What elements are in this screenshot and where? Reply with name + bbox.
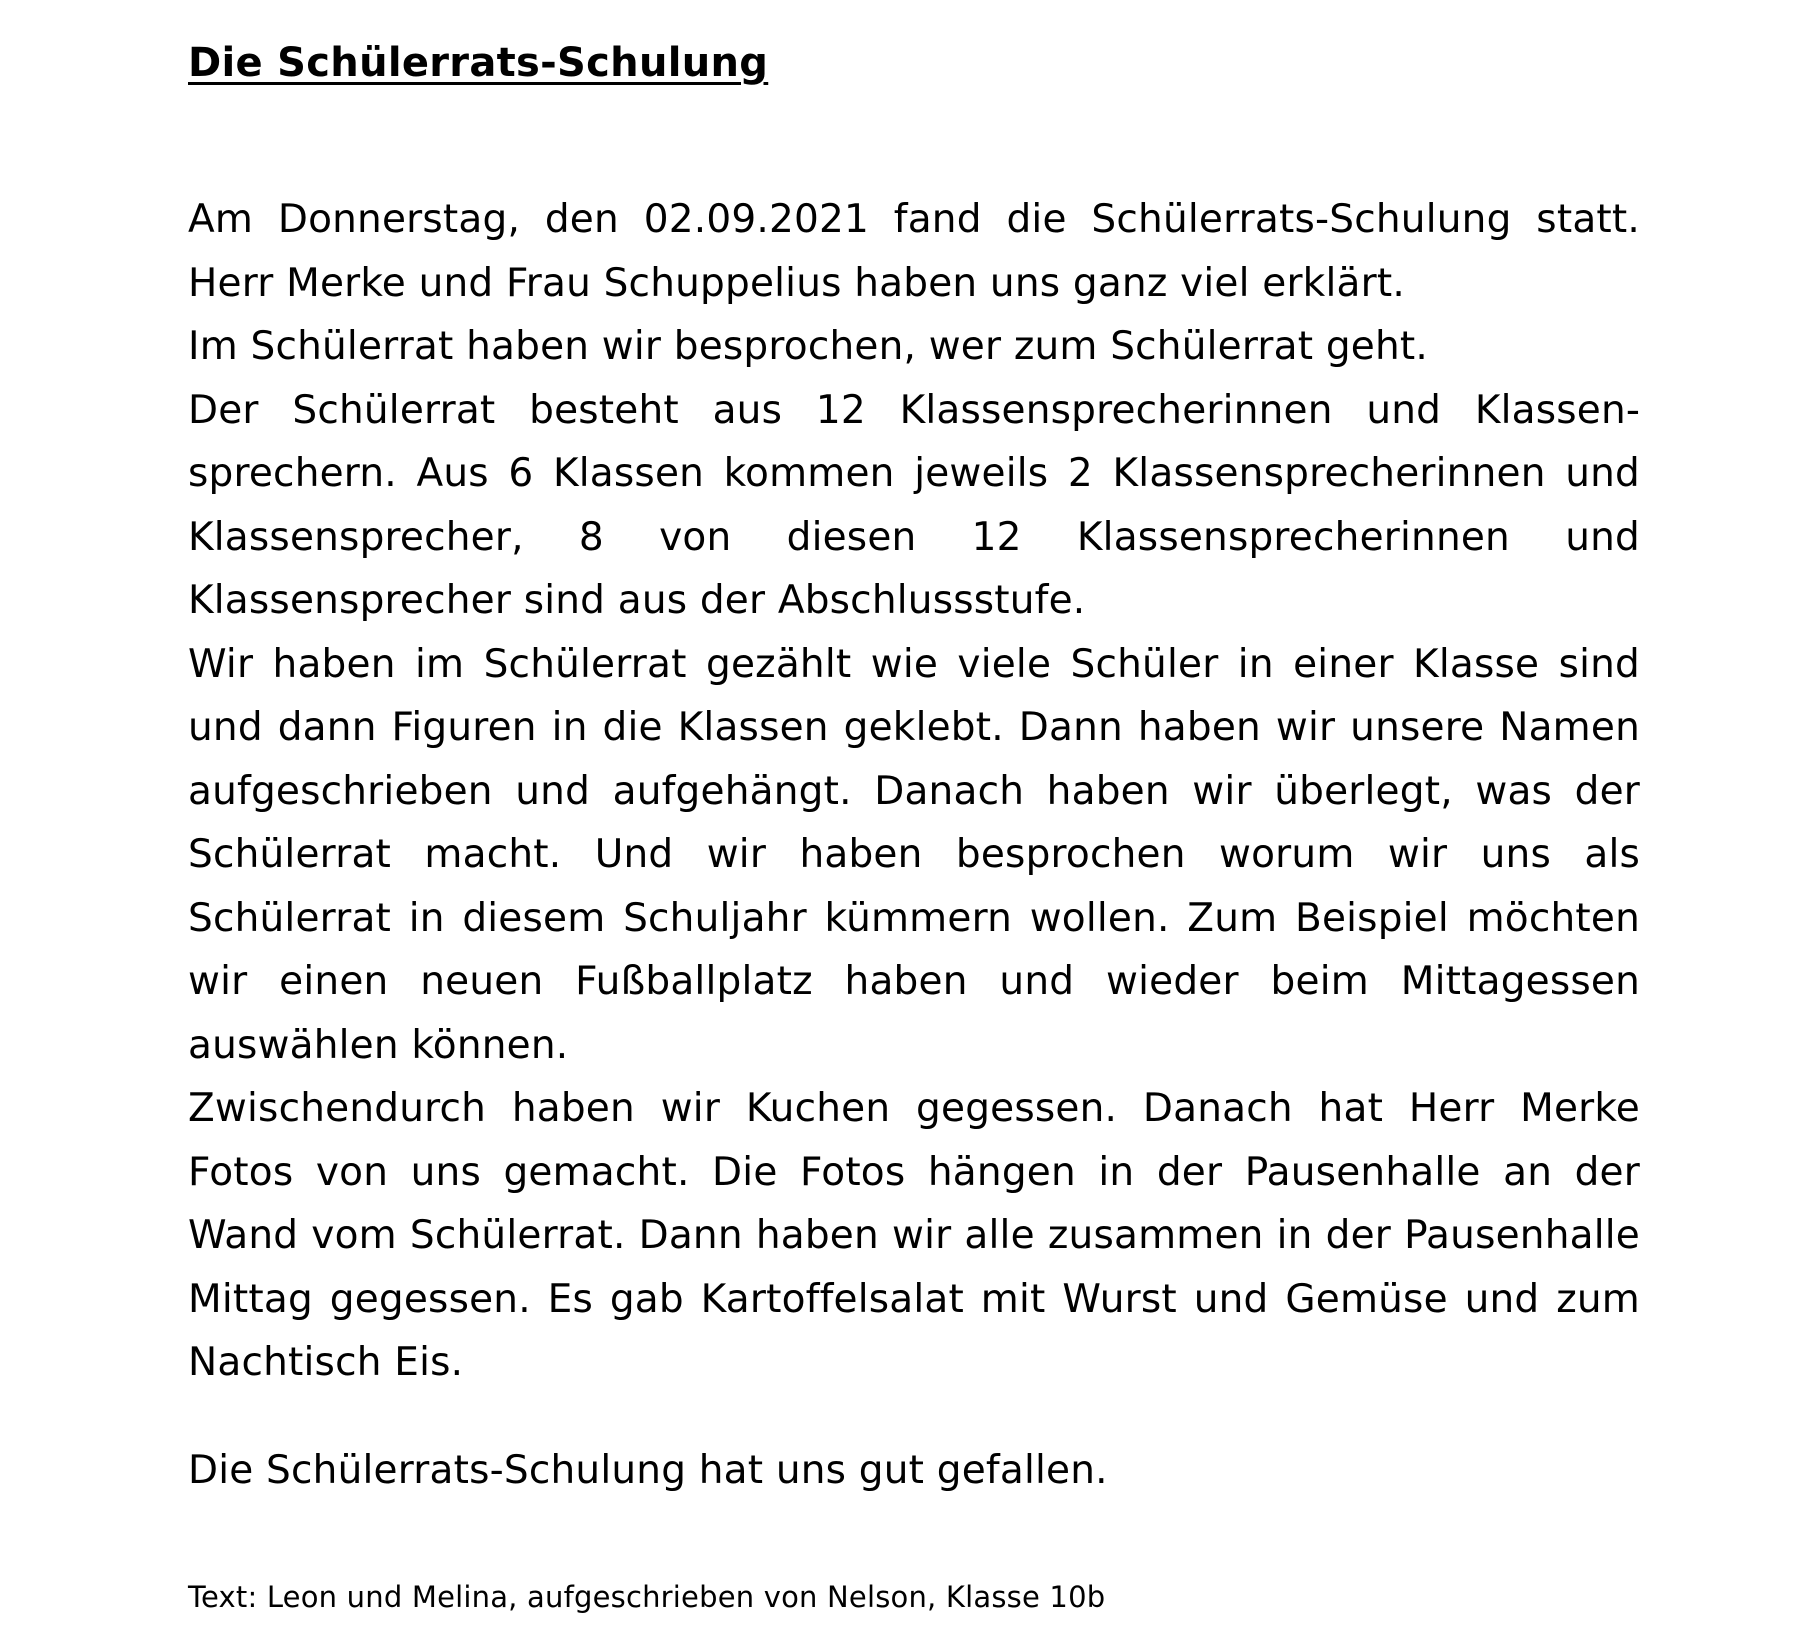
article-body (188, 188, 1640, 1395)
author-credit: Text: Leon und Melina, aufgeschrieben von Nelson, Klasse 10b (188, 1579, 1106, 1614)
document-title: Die Schülerrats-Schulung (188, 40, 769, 86)
paragraph-intro: Am Donnerstag, den 02.09.2021 fand die Schülerrats-Schulung statt. Herr Merke und Frau Schuppelius haben uns ganz viel erklärt. (188, 197, 1640, 306)
paragraph-discussion: Im Schülerrat haben wir besprochen, wer zum Schülerrat geht. (188, 324, 1428, 369)
document-page (188, 34, 1640, 1646)
paragraph-activities: Wir haben im Schülerrat gezählt wie viele Schüler in einer Klasse sind und dann Figuren in die Klassen geklebt. Dann haben wir unsere Namen aufgeschrieben und aufgehängt. Danach haben wir überlegt, was der Schülerrat macht. Und wir haben besprochen worum wir uns als Schülerrat in diesem Schuljahr kümmern wollen. Zum Beispiel möchten wir einen neuen Fußballplatz haben und wieder beim Mittagessen auswählen können. (188, 641, 1640, 1068)
paragraph-lunch: Zwischendurch haben wir Kuchen gegessen. Danach hat Herr Merke Fotos von uns gemacht. Die Fotos hängen in der Pausenhalle an der Wand vom Schülerrat. Dann haben wir alle zusammen in der Pausenhalle Mittag gegessen. Es gab Kartoffelsalat mit Wurst und Gemüse und zum Nachtisch Eis. (188, 1086, 1640, 1385)
paragraph-composition: Der Schülerrat besteht aus 12 Klassensprecherinnen und Klassensprechern. Aus 6 Klassen kommen jeweils 2 Klassensprecherinnen und Klassensprecher, 8 von diesen 12 Klassensprecherinnen und Klassensprecher sind aus der Abschlussstufe. (188, 387, 1640, 623)
closing-sentence: Die Schülerrats-Schulung hat uns gut gefallen. (188, 1447, 1108, 1493)
